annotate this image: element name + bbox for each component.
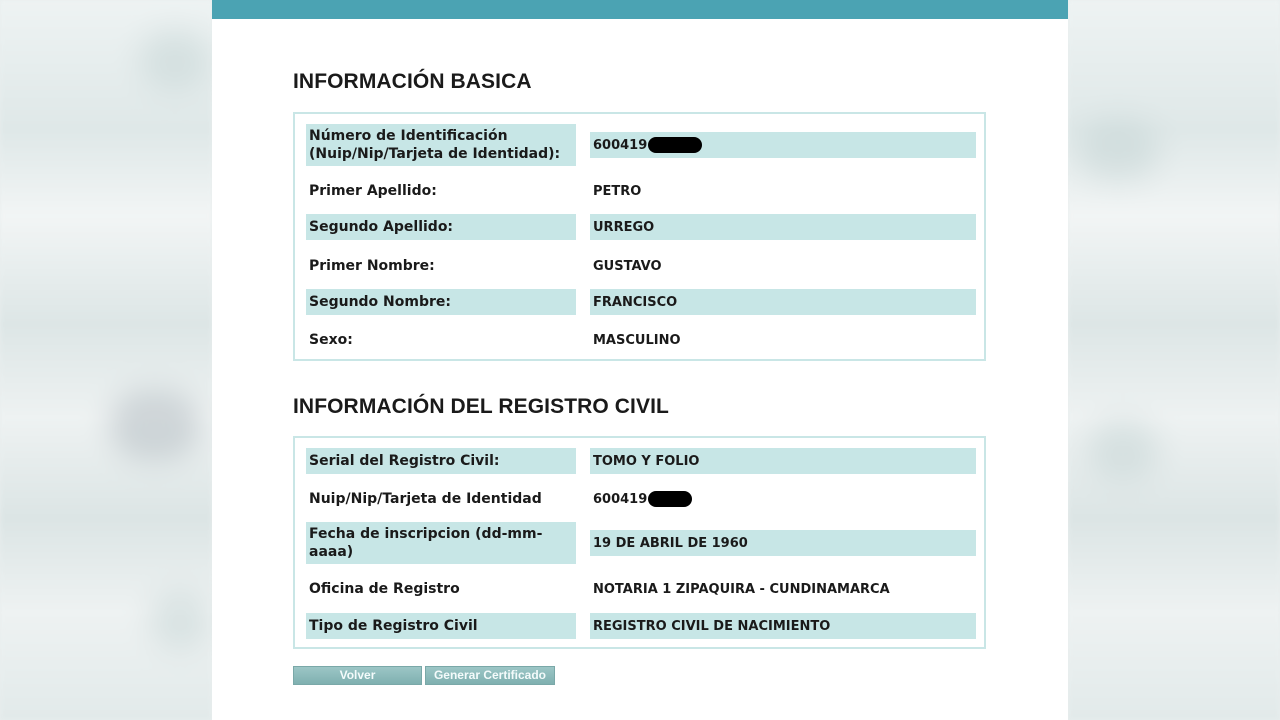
first-name-label: Primer Nombre: bbox=[309, 258, 435, 274]
registration-date-value: 19 DE ABRIL DE 1960 bbox=[590, 530, 976, 556]
id-number-text: 600419 bbox=[593, 137, 648, 153]
civil-registry-title: INFORMACIÓN DEL REGISTRO CIVIL bbox=[293, 395, 669, 418]
registration-date-label: Fecha de inscripcion (dd-mm-aaaa) bbox=[306, 522, 576, 564]
redaction-mark bbox=[648, 491, 692, 507]
nuip-label: Nuip/Nip/Tarjeta de Identidad bbox=[309, 491, 542, 507]
table-row bbox=[306, 613, 976, 639]
table-row bbox=[306, 124, 976, 166]
table-row bbox=[306, 576, 976, 602]
sex-value: MASCULINO bbox=[593, 332, 681, 348]
nuip-text: 600419 bbox=[593, 491, 648, 507]
sex-label: Sexo: bbox=[309, 332, 353, 348]
registry-serial-value: TOMO Y FOLIO bbox=[590, 448, 976, 474]
header-bar bbox=[212, 0, 1068, 19]
registry-type-label: Tipo de Registro Civil bbox=[306, 613, 576, 639]
civil-registry-panel bbox=[293, 436, 986, 649]
table-row bbox=[306, 214, 976, 240]
basic-info-title: INFORMACIÓN BASICA bbox=[293, 70, 532, 93]
table-row bbox=[306, 253, 976, 279]
id-number-value bbox=[590, 132, 976, 158]
registry-office-label: Oficina de Registro bbox=[309, 581, 460, 597]
redaction-mark bbox=[648, 137, 702, 153]
page bbox=[212, 0, 1068, 720]
first-surname-label: Primer Apellido: bbox=[309, 183, 437, 199]
table-row bbox=[306, 448, 976, 474]
second-surname-label: Segundo Apellido: bbox=[306, 214, 576, 240]
blurred-backdrop-left bbox=[0, 0, 212, 720]
second-name-value: FRANCISCO bbox=[590, 289, 976, 315]
nuip-value bbox=[590, 486, 976, 512]
first-surname-value: PETRO bbox=[593, 183, 642, 199]
table-row bbox=[306, 486, 976, 512]
second-name-label: Segundo Nombre: bbox=[306, 289, 576, 315]
table-row bbox=[306, 327, 976, 353]
back-button[interactable]: Volver bbox=[293, 666, 422, 685]
table-row bbox=[306, 522, 976, 564]
table-row bbox=[306, 289, 976, 315]
id-number-label: Número de Identificación (Nuip/Nip/Tarjeta de Identidad): bbox=[306, 124, 576, 166]
first-name-value: GUSTAVO bbox=[593, 258, 662, 274]
blurred-backdrop-right bbox=[1068, 0, 1280, 720]
registry-serial-label: Serial del Registro Civil: bbox=[306, 448, 576, 474]
second-surname-value: URREGO bbox=[590, 214, 976, 240]
basic-info-panel bbox=[293, 112, 986, 361]
registry-type-value: REGISTRO CIVIL DE NACIMIENTO bbox=[590, 613, 976, 639]
table-row bbox=[306, 178, 976, 204]
generate-certificate-button[interactable]: Generar Certificado bbox=[425, 666, 555, 685]
registry-office-value: NOTARIA 1 ZIPAQUIRA - CUNDINAMARCA bbox=[593, 581, 890, 597]
